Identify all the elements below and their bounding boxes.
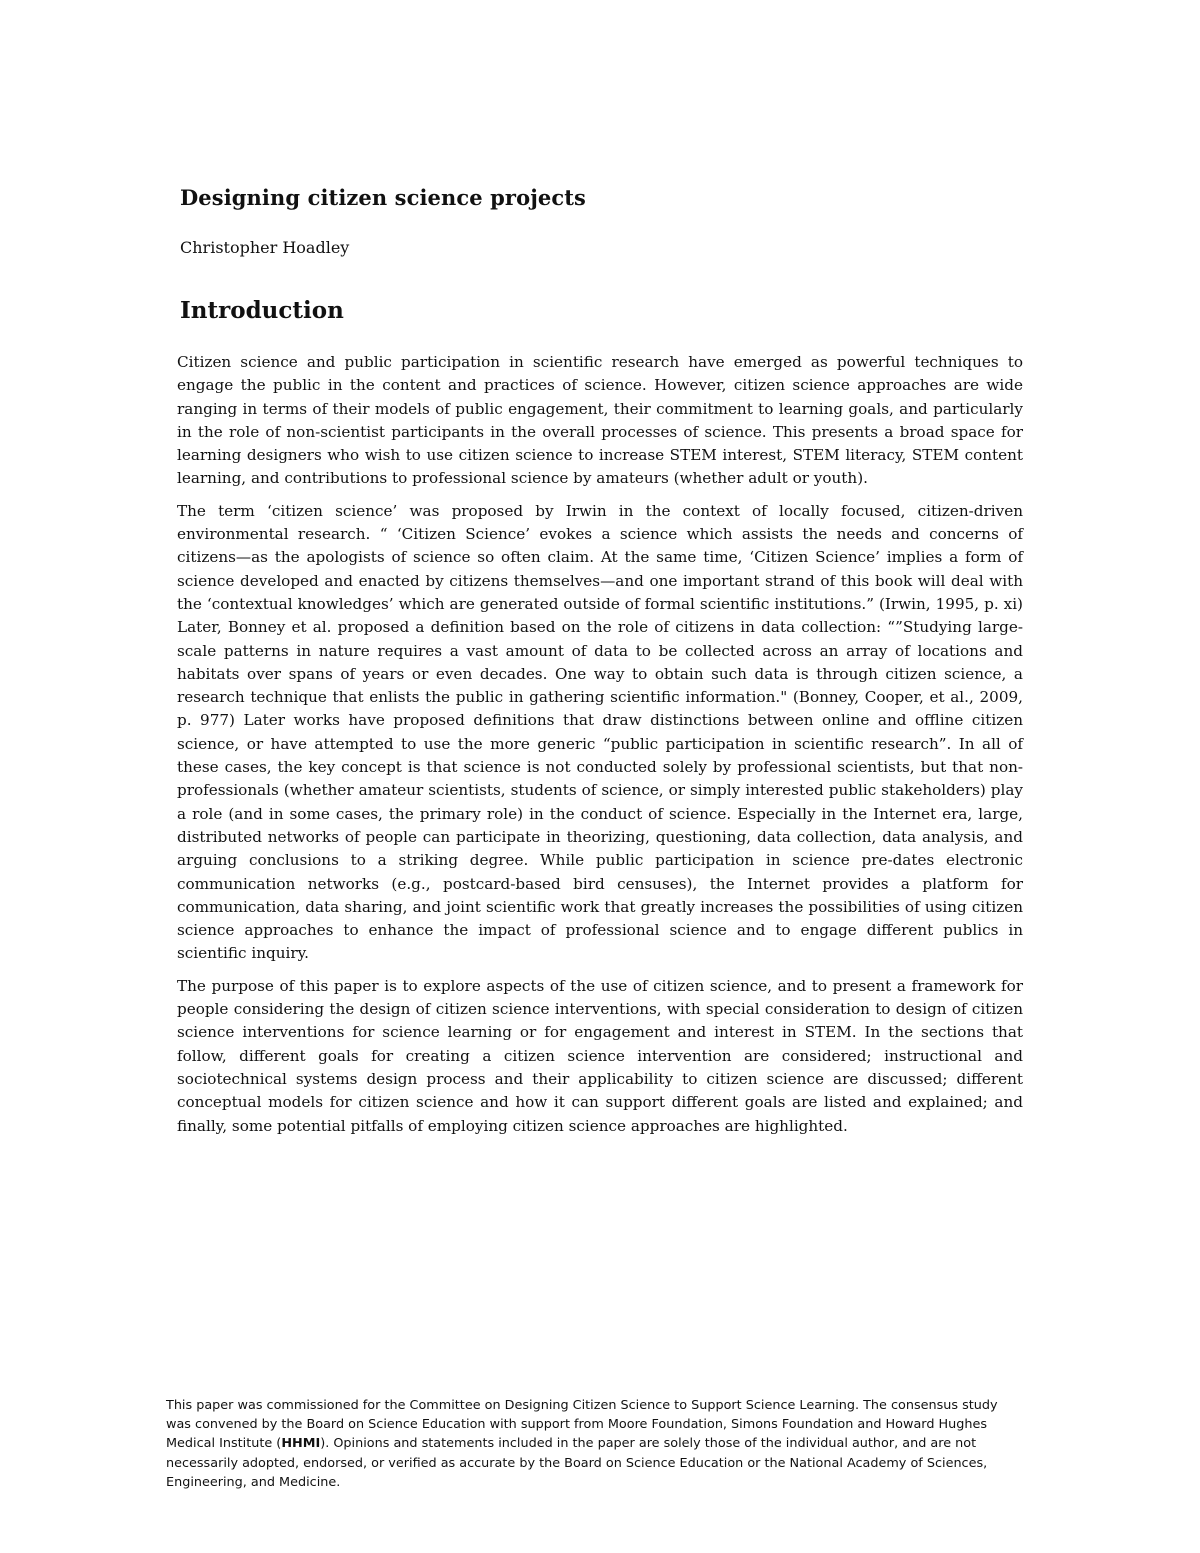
author-name: Christopher Hoadley <box>180 238 350 257</box>
footnote-text-start: This paper was commissioned for the Committee on Designing Citizen Science to Support Science Learning. The consensus study was convened by the Board on Science Education with support from Moore Foundation, Simons Foundation and Howard Hughes Medical Institute ( <box>166 1398 998 1452</box>
paper-title: Designing citizen science projects <box>180 185 586 210</box>
footnote-text-end: ). Opinions and statements included in the paper are solely those of the individual author, and are not necessarily adopted, endorsed, or verified as accurate by the Board on Science Education or the National Academy of Sciences, Engineering, and Medicine. <box>166 1436 988 1490</box>
paragraph: Citizen science and public participation in scientific research have emerged as powerful techniques to engage the public in the content and practices of science. However, citizen science approaches are wide ranging in terms of their models of public engagement, their commitment to learning goals, and particularly in the role of non-scientist participants in the overall processes of science. This presents a broad space for learning designers who wish to use citizen science to increase STEM interest, STEM literacy, STEM content learning, and contributions to professional science by amateurs (whether adult or youth). <box>177 353 1023 488</box>
footnote-hhmi: HHMI <box>281 1436 321 1452</box>
paragraph: The purpose of this paper is to explore aspects of the use of citizen science, and to present a framework for people considering the design of citizen science interventions, with special consideration to design of citizen science interventions for science learning or for engagement and interest in STEM. In the sections that follow, different goals for creating a citizen science intervention are considered; instructional and sociotechnical systems design process and their applicability to citizen science are discussed; different conceptual models for citizen science and how it can support different goals are listed and explained; and finally, some potential pitfalls of employing citizen science approaches are highlighted. <box>177 976 1023 1135</box>
section-heading-introduction: Introduction <box>180 297 344 324</box>
introduction-body <box>177 351 1023 1147</box>
commission-footnote <box>166 1396 1026 1492</box>
paragraph: The term ‘citizen science’ was proposed by Irwin in the context of locally focused, citizen-driven environmental research. “ ‘Citizen Science’ evokes a science which assists the needs and concerns of citizens—as the apologists of science so often claim. At the same time, ‘Citizen Science’ implies a form of science developed and enacted by citizens themselves—and one important strand of this book will deal with the ‘contextual knowledges’ which are generated outside of formal scientific institutions.” (Irwin, 1995, p. xi) Later, Bonney et al. proposed a definition based on the role of citizens in data collection: “”Studying large-scale patterns in nature requires a vast amount of data to be collected across an array of locations and habitats over spans of years or even decades. One way to obtain such data is through citizen science, a research technique that enlists the public in gathering scientific information." (Bonney, Cooper, et al., 2009, p. 977) Later works have proposed definitions that draw distinctions between online and offline citizen science, or have attempted to use the more generic “public participation in scientific research”. In all of these cases, the key concept is that science is not conducted solely by professional scientists, but that non-professionals (whether amateur scientists, students of science, or simply interested public stakeholders) play a role (and in some cases, the primary role) in the conduct of science. Especially in the Internet era, large, distributed networks of people can participate in theorizing, questioning, data collection, data analysis, and arguing conclusions to a striking degree. While public participation in science pre-dates electronic communication networks (e.g., postcard-based bird censuses), the Internet provides a platform for communication, data sharing, and joint scientific work that greatly increases the possibilities of using citizen science approaches to enhance the impact of professional science and to engage different publics in scientific inquiry. <box>177 501 1023 963</box>
